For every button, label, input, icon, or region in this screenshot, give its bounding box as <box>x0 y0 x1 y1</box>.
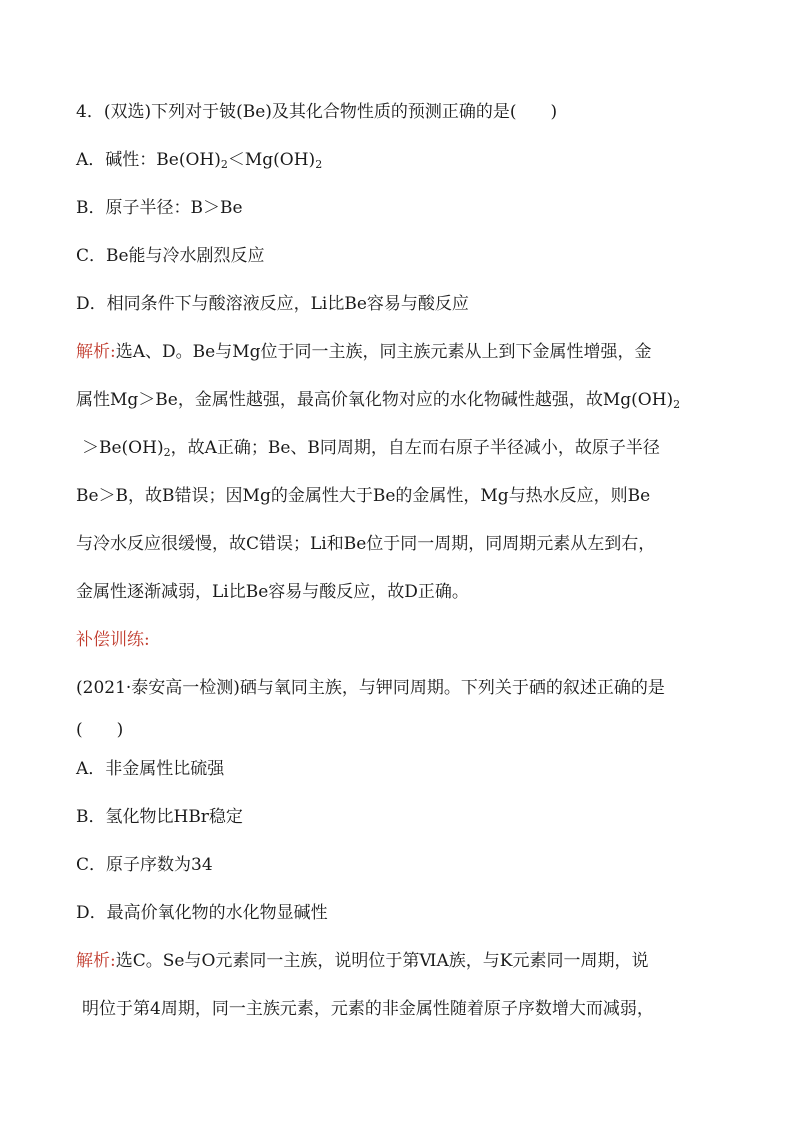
analysis-line-3 <box>82 436 660 460</box>
supplement-analysis-label: 解析: <box>76 951 116 971</box>
supplement-stem-line-1: (2021·泰安高一检测)硒与氧同主族，与钾同周期。下列关于硒的叙述正确的是 <box>76 678 665 698</box>
option-b: B．原子半径：B＞Be <box>76 198 243 218</box>
option-a <box>76 148 322 172</box>
analysis-text-3b: ，故A正确；Be、B同周期，自左而右原子半径减小，故原子半径 <box>170 438 660 458</box>
analysis-line-5: 与冷水反应很缓慢，故C错误；Li和Be位于同一周期，同周期元素从左到右， <box>76 534 656 554</box>
analysis-label: 解析: <box>76 342 116 362</box>
supplement-stem-line-2: ( ) <box>76 720 124 740</box>
analysis-text-1: 选A、D。Be与Mg位于同一主族，同主族元素从上到下金属性增强，金 <box>115 342 652 362</box>
analysis-text-2: 属性Mg＞Be，金属性越强，最高价氧化物对应的水化物碱性越强，故Mg(OH) <box>76 390 674 410</box>
option-a-sub2: 2 <box>315 158 323 171</box>
supplement-analysis-line-1 <box>76 949 648 973</box>
analysis-line-2 <box>76 388 680 412</box>
analysis-line-4: Be＞B，故B错误；因Mg的金属性大于Be的金属性，Mg与热水反应，则Be <box>76 486 651 506</box>
supplement-option-b: B．氢化物比HBr稳定 <box>76 807 243 827</box>
supplement-analysis-text-1: 选C。Se与O元素同一主族，说明位于第ⅥA族，与K元素同一周期，说 <box>115 951 649 971</box>
option-c: C．Be能与冷水剧烈反应 <box>76 246 265 266</box>
analysis-line-1 <box>76 340 651 364</box>
supplement-option-d: D．最高价氧化物的水化物显碱性 <box>76 903 328 923</box>
analysis-sub-2: 2 <box>673 398 681 411</box>
option-a-prefix: A．碱性：Be(OH) <box>76 150 221 170</box>
supplement-analysis-line-2: 明位于第4周期，同一主族元素，元素的非金属性随着原子序数增大而减弱， <box>82 999 654 1019</box>
supplement-option-c: C．原子序数为34 <box>76 855 213 875</box>
option-a-mid: ＜Mg(OH) <box>227 150 316 170</box>
analysis-sub-3: 2 <box>163 446 171 459</box>
option-a-sub1: 2 <box>220 158 228 171</box>
option-d: D．相同条件下与酸溶液反应，Li比Be容易与酸反应 <box>76 294 469 314</box>
analysis-line-6: 金属性逐渐减弱，Li比Be容易与酸反应，故D正确。 <box>76 582 469 602</box>
supplement-heading: 补偿训练: <box>76 630 150 650</box>
supplement-option-a: A．非金属性比硫强 <box>76 759 225 779</box>
analysis-text-3a: ＞Be(OH) <box>82 438 164 458</box>
question-4-stem: 4．(双选)下列对于铍(Be)及其化合物性质的预测正确的是( ) <box>76 102 558 122</box>
